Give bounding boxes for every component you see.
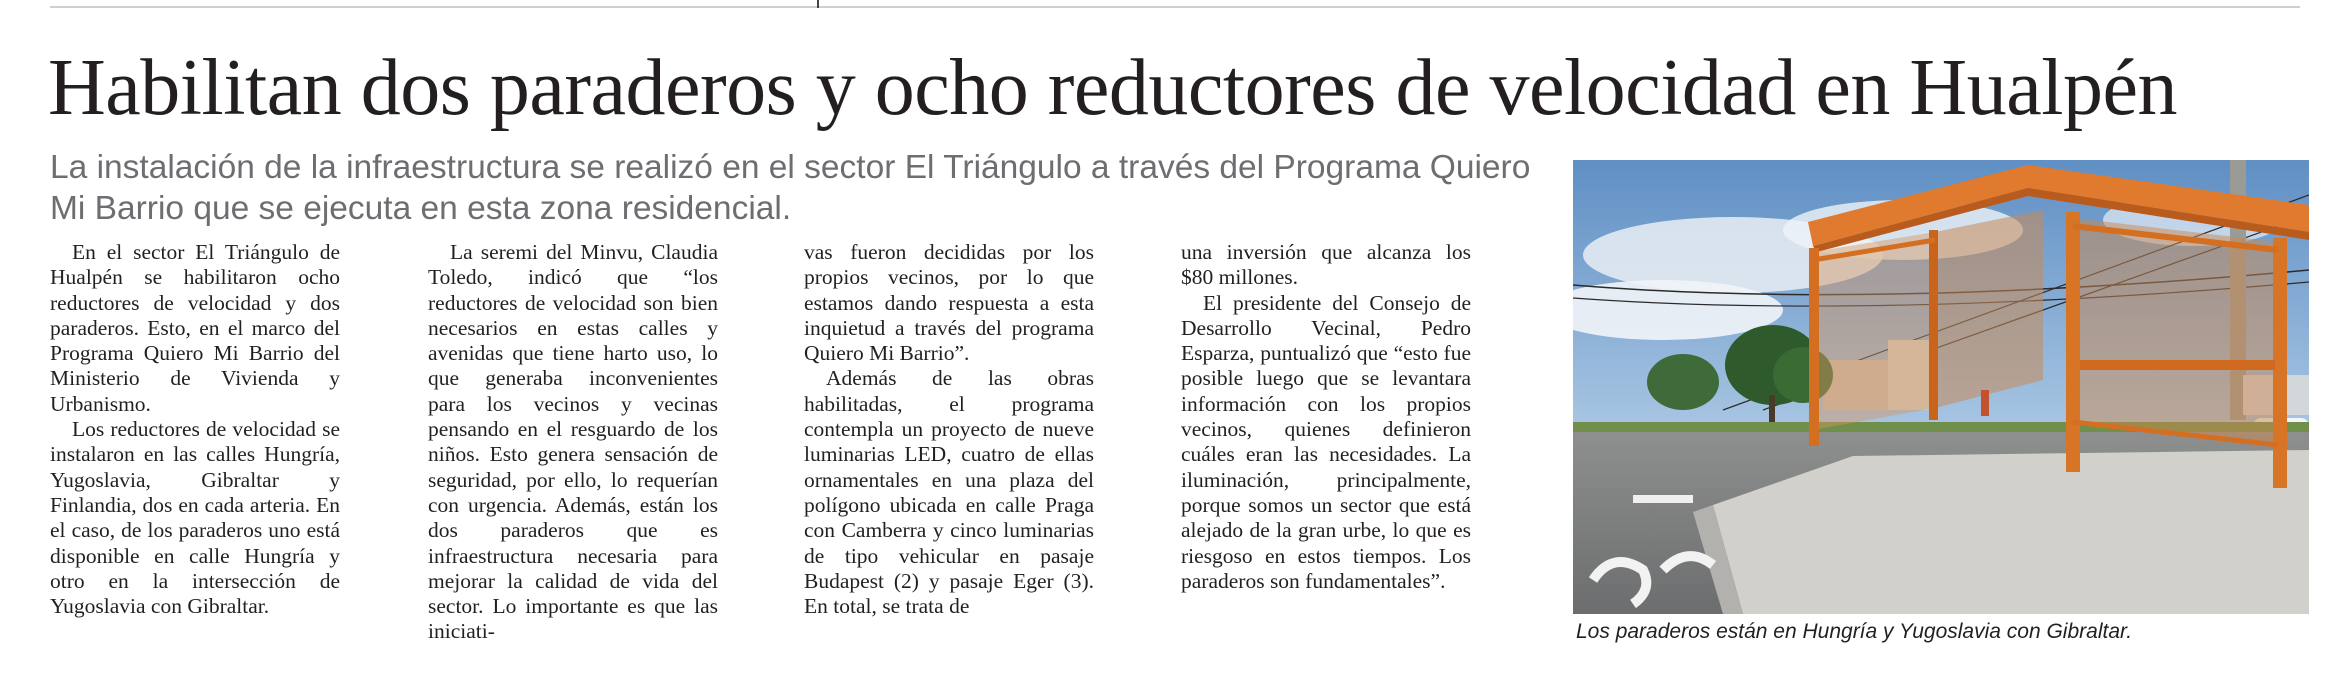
paragraph: El presidente del Consejo de Desarrollo Vecinal, Pedro Esparza, puntualizó que “esto fue posible luego que se levantara información con los propios vecinos, quienes definieron cuáles eran las necesidades. La iluminación, principalmente, porque somos un sector que está alejado de la gran urbe, lo que es riesgoso en estos tiempos. Los paraderos son fundamentales”.: [1181, 290, 1471, 593]
column-1: [50, 240, 340, 619]
paragraph: Los reductores de velocidad se instalaron en las calles Hungría, Yugoslavia, Gibraltar y Finlandia, dos en cada arteria. En el caso, de los paraderos uno está disponible en calle Hungría y otro en la intersección de Yugoslavia con Gibraltar.: [50, 417, 340, 619]
article-body: [50, 240, 1555, 660]
top-tick: [817, 0, 819, 8]
column-3: [804, 240, 1094, 619]
paragraph: vas fueron decididas por los propios vecinos, por lo que estamos dando respuesta a esta inquietud a través del programa Quiero Mi Barrio”.: [804, 240, 1094, 366]
paragraph: Además de las obras habilitadas, el programa contempla un proyecto de nueve luminarias LED, cuatro de ellas ornamentales en una plaza del polígono ubicada en calle Praga con Camberra y cinco luminarias de tipo vehicular en pasaje Budapest (2) y pasaje Eger (3). En total, se trata de: [804, 366, 1094, 619]
column-2: [428, 240, 718, 645]
deck-subtitle: La instalación de la infraestructura se realizó en el sector El Triángulo a través del Programa Quiero Mi Barrio que se ejecuta en esta zona residencial.: [50, 149, 1531, 227]
paragraph: La seremi del Minvu, Claudia Toledo, indicó que “los reductores de velocidad son bien necesarios en estas calles y avenidas que tiene harto uso, lo que generaba inconvenientes para los vecinos y vecinas pensando en el resguardo de los niños. Esto genera sensación de seguridad, por ello, lo requerían con urgencia. Además, están los dos paraderos que es infraestructura necesaria para mejorar la calidad de vida del sector. Lo importante es que las iniciati-: [428, 240, 718, 644]
column-4: [1181, 240, 1471, 594]
paragraph: una inversión que alcanza los $80 millones.: [1181, 240, 1471, 290]
bus-stop-photo: [1573, 160, 2309, 614]
paragraph: En el sector El Triángulo de Hualpén se habilitaron ocho reductores de velocidad y dos paraderos. Esto, en el marco del Programa Quiero Mi Barrio del Ministerio de Vivienda y Urbanismo.: [50, 240, 340, 416]
photo-caption: Los paraderos están en Hungría y Yugoslavia con Gibraltar.: [1576, 620, 2133, 643]
top-rule: [50, 6, 2300, 8]
headline: Habilitan dos paraderos y ocho reductores de velocidad en Hualpén: [48, 44, 2177, 132]
